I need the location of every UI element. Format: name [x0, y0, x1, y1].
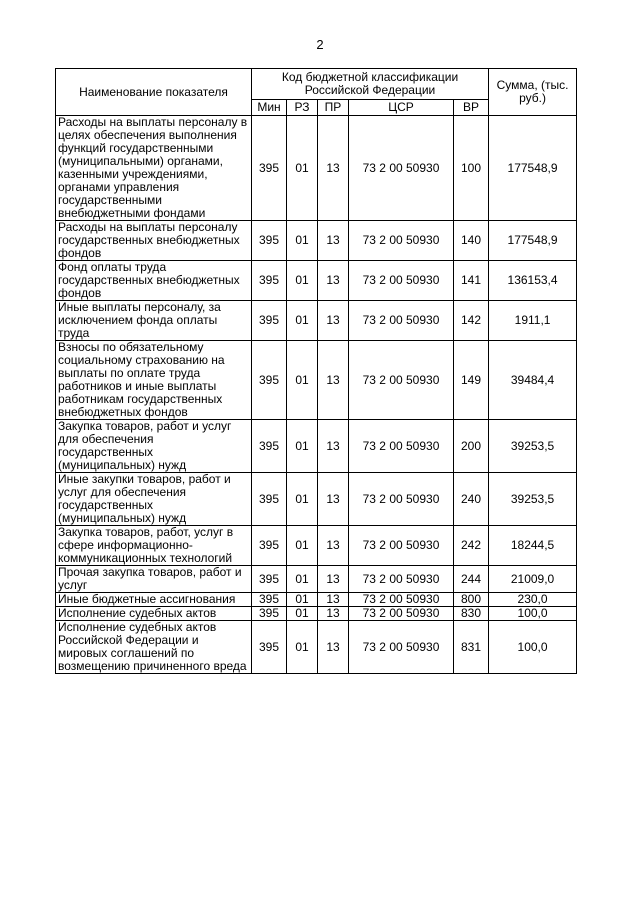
row-rz: 01	[287, 566, 318, 593]
row-name: Закупка товаров, работ и услуг для обеспечения государственных (муниципальных) нужд	[56, 420, 252, 473]
row-rz: 01	[287, 593, 318, 607]
row-min: 395	[252, 593, 287, 607]
row-rz: 01	[287, 116, 318, 221]
row-min: 395	[252, 116, 287, 221]
row-sum: 21009,0	[489, 566, 577, 593]
row-sum: 230,0	[489, 593, 577, 607]
row-min: 395	[252, 301, 287, 341]
row-vr: 242	[454, 526, 489, 566]
row-pr: 13	[318, 566, 349, 593]
header-name: Наименование показателя	[56, 69, 252, 116]
table-row	[56, 621, 577, 674]
row-name: Исполнение судебных актов Российской Федерации и мировых соглашений по возмещению причиненного вреда	[56, 621, 252, 674]
row-name: Взносы по обязательному социальному страхованию на выплаты по оплате труда работников и иные выплаты работникам государственных внебюджетных фондов	[56, 341, 252, 420]
table-row	[56, 341, 577, 420]
row-pr: 13	[318, 116, 349, 221]
row-rz: 01	[287, 621, 318, 674]
row-vr: 142	[454, 301, 489, 341]
row-csr: 73 2 00 50930	[349, 473, 454, 526]
row-min: 395	[252, 473, 287, 526]
row-vr: 800	[454, 593, 489, 607]
row-vr: 100	[454, 116, 489, 221]
row-pr: 13	[318, 420, 349, 473]
row-sum: 100,0	[489, 621, 577, 674]
header-budget-code: Код бюджетной классификации Российской Федерации	[252, 69, 489, 100]
page-number: 2	[316, 37, 324, 52]
header-pr: ПР	[318, 100, 349, 116]
row-sum: 177548,9	[489, 221, 577, 261]
row-name: Иные бюджетные ассигнования	[56, 593, 252, 607]
row-sum: 1911,1	[489, 301, 577, 341]
row-sum: 39253,5	[489, 473, 577, 526]
header-min: Мин	[252, 100, 287, 116]
row-name: Исполнение судебных актов	[56, 607, 252, 621]
row-rz: 01	[287, 607, 318, 621]
row-vr: 140	[454, 221, 489, 261]
row-rz: 01	[287, 221, 318, 261]
row-min: 395	[252, 221, 287, 261]
row-vr: 200	[454, 420, 489, 473]
row-name: Прочая закупка товаров, работ и услуг	[56, 566, 252, 593]
row-min: 395	[252, 566, 287, 593]
row-min: 395	[252, 261, 287, 301]
budget-table	[55, 68, 577, 674]
table-row	[56, 526, 577, 566]
row-name: Расходы на выплаты персоналу в целях обеспечения выполнения функций государственными (муниципальными) органами, казенными учреждениями, органами управления государственными внебюджетными фондами	[56, 116, 252, 221]
row-rz: 01	[287, 420, 318, 473]
row-csr: 73 2 00 50930	[349, 621, 454, 674]
row-sum: 177548,9	[489, 116, 577, 221]
row-sum: 39484,4	[489, 341, 577, 420]
row-vr: 244	[454, 566, 489, 593]
header-vr: ВР	[454, 100, 489, 116]
row-name: Фонд оплаты труда государственных внебюджетных фондов	[56, 261, 252, 301]
table-row	[56, 593, 577, 607]
row-vr: 830	[454, 607, 489, 621]
table-row	[56, 261, 577, 301]
header-sum: Сумма, (тыс. руб.)	[489, 69, 577, 116]
row-csr: 73 2 00 50930	[349, 607, 454, 621]
row-rz: 01	[287, 473, 318, 526]
row-name: Иные закупки товаров, работ и услуг для обеспечения государственных (муниципальных) нужд	[56, 473, 252, 526]
row-rz: 01	[287, 301, 318, 341]
row-pr: 13	[318, 341, 349, 420]
table-row	[56, 607, 577, 621]
header-csr: ЦСР	[349, 100, 454, 116]
row-vr: 141	[454, 261, 489, 301]
row-csr: 73 2 00 50930	[349, 566, 454, 593]
row-csr: 73 2 00 50930	[349, 221, 454, 261]
row-csr: 73 2 00 50930	[349, 261, 454, 301]
row-rz: 01	[287, 341, 318, 420]
table-row	[56, 301, 577, 341]
row-csr: 73 2 00 50930	[349, 341, 454, 420]
row-min: 395	[252, 526, 287, 566]
row-pr: 13	[318, 593, 349, 607]
row-sum: 136153,4	[489, 261, 577, 301]
row-csr: 73 2 00 50930	[349, 420, 454, 473]
row-vr: 240	[454, 473, 489, 526]
row-pr: 13	[318, 221, 349, 261]
row-pr: 13	[318, 526, 349, 566]
table-row	[56, 420, 577, 473]
row-sum: 18244,5	[489, 526, 577, 566]
row-pr: 13	[318, 473, 349, 526]
table-row	[56, 116, 577, 221]
table-row	[56, 566, 577, 593]
row-name: Иные выплаты персоналу, за исключением фонда оплаты труда	[56, 301, 252, 341]
row-csr: 73 2 00 50930	[349, 301, 454, 341]
row-min: 395	[252, 607, 287, 621]
row-min: 395	[252, 341, 287, 420]
row-pr: 13	[318, 261, 349, 301]
row-csr: 73 2 00 50930	[349, 593, 454, 607]
row-pr: 13	[318, 607, 349, 621]
row-sum: 39253,5	[489, 420, 577, 473]
row-rz: 01	[287, 261, 318, 301]
row-sum: 100,0	[489, 607, 577, 621]
row-name: Закупка товаров, работ, услуг в сфере информационно-коммуникационных технологий	[56, 526, 252, 566]
row-csr: 73 2 00 50930	[349, 526, 454, 566]
row-vr: 831	[454, 621, 489, 674]
table-row	[56, 221, 577, 261]
row-pr: 13	[318, 621, 349, 674]
row-rz: 01	[287, 526, 318, 566]
table-row	[56, 473, 577, 526]
row-vr: 149	[454, 341, 489, 420]
row-min: 395	[252, 420, 287, 473]
row-name: Расходы на выплаты персоналу государственных внебюджетных фондов	[56, 221, 252, 261]
header-rz: РЗ	[287, 100, 318, 116]
row-pr: 13	[318, 301, 349, 341]
row-csr: 73 2 00 50930	[349, 116, 454, 221]
row-min: 395	[252, 621, 287, 674]
